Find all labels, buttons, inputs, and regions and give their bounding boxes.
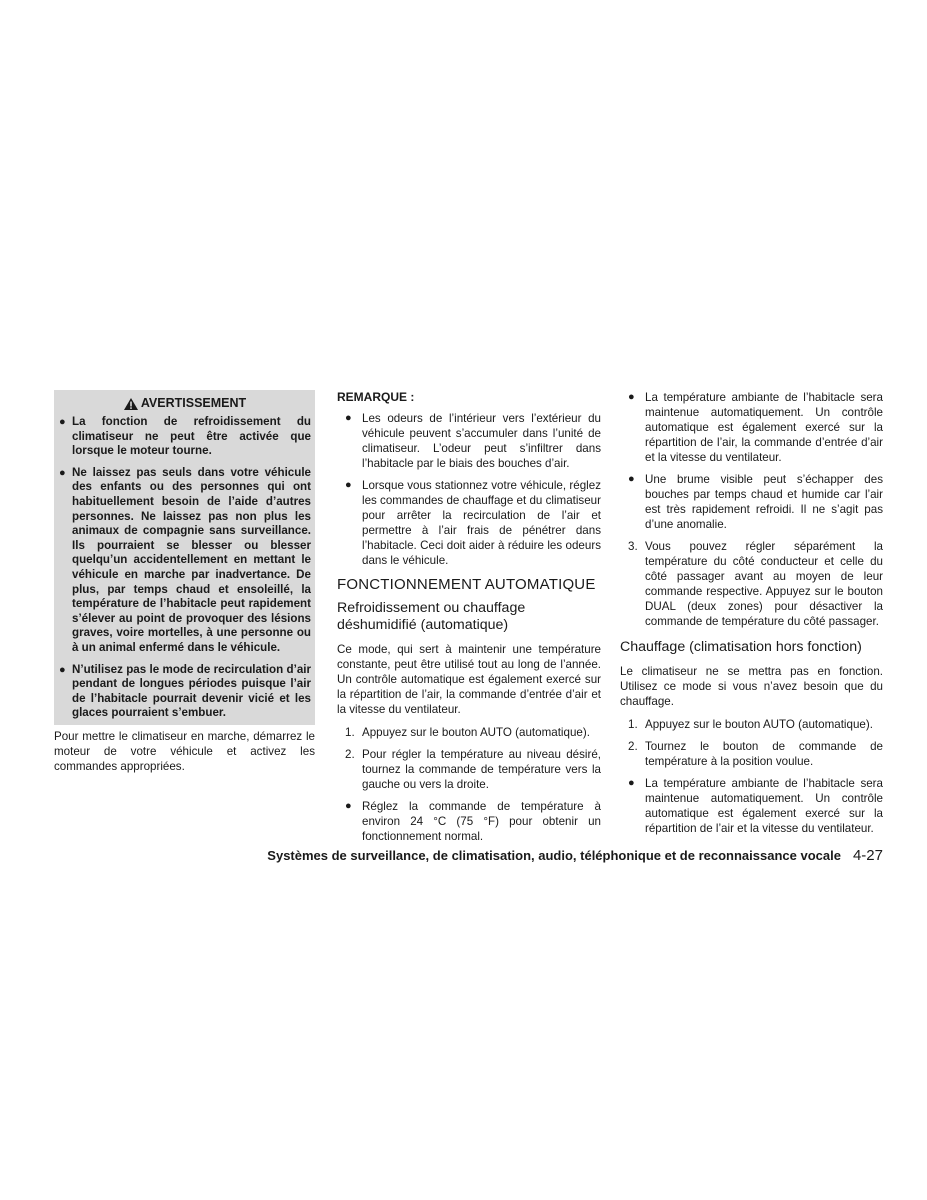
- bullet-item: ● Réglez la commande de température à environ 24 °C (75 °F) pour obtenir un fonctionnement normal.: [345, 800, 601, 843]
- section-intro: Ce mode, qui sert à maintenir une température constante, peut être utilisé tout au long de l’année. Un contrôle automatique est également exercé sur la répartition de l’air, la commande d’entrée d’air et la vitesse du ventilateur.: [337, 643, 601, 716]
- bullet-icon: ●: [345, 800, 352, 812]
- step-item: 2. Pour régler la température au niveau désiré, tournez la commande de température vers la gauche ou vers la droite.: [345, 748, 601, 791]
- bullet-icon: ●: [59, 663, 66, 676]
- bullet-item: ● La température ambiante de l’habitacle sera maintenue automatiquement. Un contrôle automatique est également exercé sur la répartition de l’air et la vitesse du ventilateur.: [628, 777, 883, 835]
- note-item: ● Lorsque vous stationnez votre véhicule, réglez les commandes de chauffage et du climatiseur pour arrêter la recirculation de l’air et permettre à l’air frais de pénétrer dans l’habitacle. Ceci doit aider à réduire les odeurs dans le véhicule.: [345, 479, 601, 567]
- warning-triangle-icon: [123, 397, 139, 411]
- bullet-item: ● Une brume visible peut s’échapper des bouches par temps chaud et humide car l’air est très rapidement refroidi. Il ne s’agit pas d’une anomalie.: [628, 473, 883, 531]
- page-footer: [228, 847, 883, 864]
- step-item: 3. Vous pouvez régler séparément la température du côté conducteur et celle du côté passager avant au moyen de leur commande respective. Appuyez sur le bouton DUAL (deux zones) pour désactiver la commande de température du côté passager.: [628, 540, 883, 628]
- bullet-icon: ●: [628, 777, 635, 789]
- start-instructions: Pour mettre le climatiseur en marche, démarrez le moteur de votre véhicule et activez les commandes appropriées.: [54, 729, 315, 773]
- bullet-icon: ●: [345, 479, 352, 491]
- warning-item: ● N’utilisez pas le mode de recirculation d’air pendant de longues périodes puisque l’air de l’habitacle pourrait devenir vicié et les glaces pourraient s’embuer.: [59, 662, 311, 720]
- note-title: REMARQUE :: [337, 390, 415, 404]
- bullet-item: ● La température ambiante de l’habitacle sera maintenue automatiquement. Un contrôle automatique est également exercé sur la répartition de l’air, la commande d’entrée d’air et la vitesse du ventilateur.: [628, 391, 883, 464]
- warning-box: [54, 390, 315, 725]
- column-middle: [337, 390, 601, 851]
- bullet-icon: ●: [628, 473, 635, 485]
- subsection-heading: Refroidissement ou chauffage déshumidifié (automatique): [337, 600, 526, 633]
- bullet-icon: ●: [59, 466, 66, 479]
- step-item: 2. Tournez le bouton de commande de température à la position voulue.: [628, 740, 883, 768]
- warning-item: ● La fonction de refroidissement du climatiseur ne peut être activée que lorsque le moteur tourne.: [59, 415, 311, 458]
- section-intro: Le climatiseur ne se mettra pas en fonction. Utilisez ce mode si vous n’avez besoin que du chauffage.: [620, 665, 883, 708]
- bullet-icon: ●: [628, 391, 635, 403]
- bullet-icon: ●: [59, 416, 66, 428]
- column-left: [54, 390, 315, 774]
- footer-section-title: Systèmes de surveillance, de climatisation, audio, téléphonique et de reconnaissance vocale: [267, 848, 841, 863]
- subsection-heading: Chauffage (climatisation hors fonction): [620, 639, 862, 655]
- warning-header: [58, 395, 311, 412]
- page-number: 4-27: [852, 847, 883, 864]
- note-item: ● Les odeurs de l’intérieur vers l’extérieur du véhicule peuvent s’accumuler dans l’unité de climatiseur. L’odeur peut s’infiltrer dans l’habitacle par le biais des bouches d’air.: [345, 412, 601, 470]
- step-item: 1. Appuyez sur le bouton AUTO (automatique).: [628, 718, 873, 731]
- bullet-icon: ●: [345, 412, 352, 424]
- column-right: [620, 390, 883, 843]
- step-item: 1. Appuyez sur le bouton AUTO (automatique).: [345, 726, 590, 739]
- section-heading: FONCTIONNEMENT AUTOMATIQUE: [337, 576, 596, 593]
- warning-title: AVERTISSEMENT: [140, 396, 247, 410]
- warning-item: ● Ne laissez pas seuls dans votre véhicule des enfants ou des personnes qui ont habituellement besoin de l’aide d’autres personnes. Ne laissez pas non plus les animaux de compagnie sans surveillance. Ils pourraient se blesser ou blesser quelqu’un accidentellement en mettant le véhicule en marche par inadvertance. De plus, par temps chaud et ensoleillé, la température de l’habitacle peut rapidement s’élever au point de provoquer des lésions graves, voire mortelles, à une personne ou à un animal enfermé dans le véhicule.: [59, 465, 311, 654]
